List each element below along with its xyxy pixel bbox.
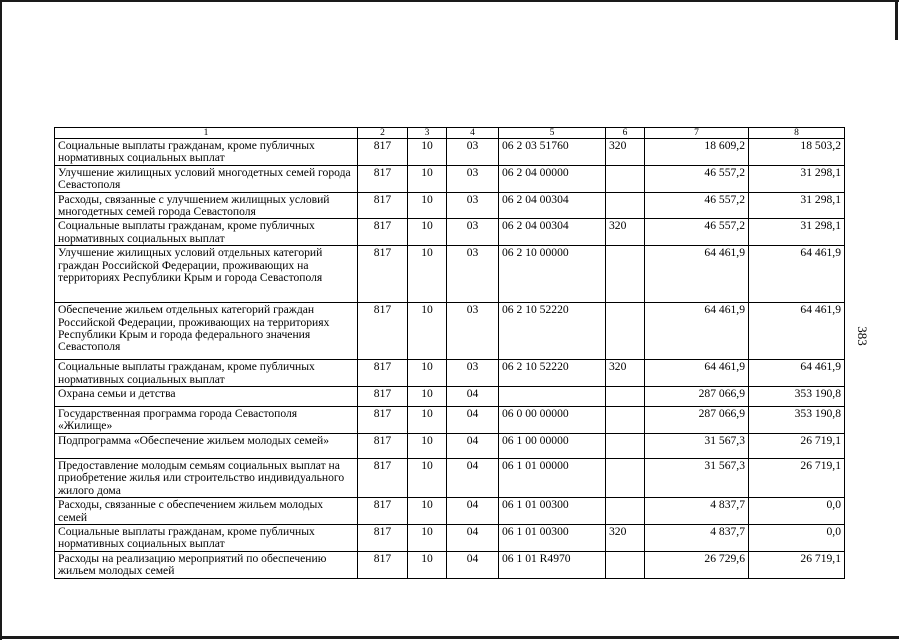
amount-year1-cell: 64 461,9 xyxy=(645,246,749,303)
row-name-cell: Социальные выплаты гражданам, кроме публичных нормативных социальных выплат xyxy=(55,524,358,551)
section-code-cell: 10 xyxy=(408,498,447,525)
row-name-cell: Обеспечение жильем отдельных категорий граждан Российской Федерации, проживающих на территориях Республики Крым и города федерального значения Севастополя xyxy=(55,303,358,360)
table-row xyxy=(55,360,845,387)
section-code-cell: 10 xyxy=(408,458,447,497)
row-name-cell: Расходы, связанные с улучшением жилищных условий многодетных семей города Севастополя xyxy=(55,192,358,219)
expense-type-cell: 320 xyxy=(606,360,645,387)
subsection-code-cell: 03 xyxy=(447,165,499,192)
amount-year1-cell: 4 837,7 xyxy=(645,498,749,525)
subsection-code-cell: 04 xyxy=(447,458,499,497)
amount-year2-cell: 64 461,9 xyxy=(749,360,845,387)
amount-year2-cell: 0,0 xyxy=(749,524,845,551)
section-code-cell: 10 xyxy=(408,246,447,303)
target-article-cell: 06 2 10 00000 xyxy=(499,246,606,303)
section-code-cell: 10 xyxy=(408,551,447,578)
section-code-cell: 10 xyxy=(408,433,447,458)
ministry-code-cell: 817 xyxy=(358,192,408,219)
ministry-code-cell: 817 xyxy=(358,165,408,192)
expense-type-cell xyxy=(606,433,645,458)
target-article-cell: 06 2 04 00304 xyxy=(499,219,606,246)
ministry-code-cell: 817 xyxy=(358,498,408,525)
target-article-cell: 06 0 00 00000 xyxy=(499,407,606,434)
column-header: 5 xyxy=(499,128,606,139)
section-code-cell: 10 xyxy=(408,165,447,192)
table-row xyxy=(55,246,845,303)
expense-type-cell: 320 xyxy=(606,524,645,551)
table-row xyxy=(55,407,845,434)
ministry-code-cell: 817 xyxy=(358,139,408,166)
row-name-cell: Улучшение жилищных условий многодетных семей города Севастополя xyxy=(55,165,358,192)
expense-type-cell xyxy=(606,303,645,360)
table-row xyxy=(55,139,845,166)
subsection-code-cell: 03 xyxy=(447,192,499,219)
row-name-cell: Социальные выплаты гражданам, кроме публичных нормативных социальных выплат xyxy=(55,360,358,387)
scan-edge-left xyxy=(0,0,2,640)
table-row xyxy=(55,192,845,219)
amount-year2-cell: 26 719,1 xyxy=(749,433,845,458)
table-row xyxy=(55,387,845,407)
ministry-code-cell: 817 xyxy=(358,360,408,387)
budget-table xyxy=(54,127,845,579)
section-code-cell: 10 xyxy=(408,139,447,166)
expense-type-cell xyxy=(606,192,645,219)
amount-year2-cell: 64 461,9 xyxy=(749,246,845,303)
scan-edge-top xyxy=(0,0,899,2)
amount-year1-cell: 4 837,7 xyxy=(645,524,749,551)
expense-type-cell xyxy=(606,498,645,525)
expense-type-cell xyxy=(606,458,645,497)
target-article-cell: 06 1 00 00000 xyxy=(499,433,606,458)
ministry-code-cell: 817 xyxy=(358,458,408,497)
table-row xyxy=(55,433,845,458)
ministry-code-cell: 817 xyxy=(358,551,408,578)
subsection-code-cell: 04 xyxy=(447,524,499,551)
row-name-cell: Социальные выплаты гражданам, кроме публичных нормативных социальных выплат xyxy=(55,219,358,246)
amount-year1-cell: 64 461,9 xyxy=(645,360,749,387)
subsection-code-cell: 04 xyxy=(447,433,499,458)
column-header: 3 xyxy=(408,128,447,139)
amount-year1-cell: 31 567,3 xyxy=(645,458,749,497)
ministry-code-cell: 817 xyxy=(358,246,408,303)
target-article-cell: 06 1 01 00000 xyxy=(499,458,606,497)
column-header: 1 xyxy=(55,128,358,139)
target-article-cell: 06 2 10 52220 xyxy=(499,360,606,387)
section-code-cell: 10 xyxy=(408,219,447,246)
amount-year1-cell: 64 461,9 xyxy=(645,303,749,360)
amount-year1-cell: 287 066,9 xyxy=(645,407,749,434)
target-article-cell: 06 2 10 52220 xyxy=(499,303,606,360)
section-code-cell: 10 xyxy=(408,303,447,360)
ministry-code-cell: 817 xyxy=(358,219,408,246)
row-name-cell: Улучшение жилищных условий отдельных категорий граждан Российской Федерации, проживающих на территориях Республики Крым и города Севастополя xyxy=(55,246,358,303)
subsection-code-cell: 04 xyxy=(447,498,499,525)
table-body xyxy=(55,139,845,579)
ministry-code-cell: 817 xyxy=(358,524,408,551)
column-header: 6 xyxy=(606,128,645,139)
table-row xyxy=(55,303,845,360)
target-article-cell: 06 2 04 00000 xyxy=(499,165,606,192)
amount-year2-cell: 353 190,8 xyxy=(749,407,845,434)
amount-year1-cell: 46 557,2 xyxy=(645,165,749,192)
table-row xyxy=(55,524,845,551)
amount-year2-cell: 31 298,1 xyxy=(749,219,845,246)
target-article-cell: 06 2 04 00304 xyxy=(499,192,606,219)
amount-year2-cell: 31 298,1 xyxy=(749,165,845,192)
target-article-cell: 06 1 01 00300 xyxy=(499,524,606,551)
ministry-code-cell: 817 xyxy=(358,387,408,407)
row-name-cell: Предоставление молодым семьям социальных выплат на приобретение жилья или строительство индивидуального жилого дома xyxy=(55,458,358,497)
expense-type-cell xyxy=(606,387,645,407)
column-header: 4 xyxy=(447,128,499,139)
row-name-cell: Расходы на реализацию мероприятий по обеспечению жильем молодых семей xyxy=(55,551,358,578)
row-name-cell: Государственная программа города Севастополя «Жилище» xyxy=(55,407,358,434)
amount-year2-cell: 64 461,9 xyxy=(749,303,845,360)
subsection-code-cell: 03 xyxy=(447,219,499,246)
column-header: 2 xyxy=(358,128,408,139)
table-row xyxy=(55,458,845,497)
table-row xyxy=(55,165,845,192)
row-name-cell: Подпрограмма «Обеспечение жильем молодых семей» xyxy=(55,433,358,458)
ministry-code-cell: 817 xyxy=(358,433,408,458)
expense-type-cell xyxy=(606,407,645,434)
ministry-code-cell: 817 xyxy=(358,407,408,434)
row-name-cell: Расходы, связанные с обеспечением жильем молодых семей xyxy=(55,498,358,525)
subsection-code-cell: 03 xyxy=(447,360,499,387)
section-code-cell: 10 xyxy=(408,387,447,407)
expense-type-cell: 320 xyxy=(606,219,645,246)
expense-type-cell xyxy=(606,246,645,303)
table-row xyxy=(55,498,845,525)
section-code-cell: 10 xyxy=(408,407,447,434)
amount-year2-cell: 0,0 xyxy=(749,498,845,525)
page-number: 383 xyxy=(855,326,870,346)
amount-year1-cell: 287 066,9 xyxy=(645,387,749,407)
section-code-cell: 10 xyxy=(408,360,447,387)
target-article-cell: 06 1 01 00300 xyxy=(499,498,606,525)
row-name-cell: Охрана семьи и детства xyxy=(55,387,358,407)
scan-edge-right xyxy=(895,0,898,40)
amount-year1-cell: 26 729,6 xyxy=(645,551,749,578)
amount-year2-cell: 353 190,8 xyxy=(749,387,845,407)
subsection-code-cell: 04 xyxy=(447,387,499,407)
section-code-cell: 10 xyxy=(408,192,447,219)
amount-year1-cell: 46 557,2 xyxy=(645,219,749,246)
target-article-cell: 06 2 03 51760 xyxy=(499,139,606,166)
target-article-cell xyxy=(499,387,606,407)
subsection-code-cell: 04 xyxy=(447,407,499,434)
subsection-code-cell: 03 xyxy=(447,246,499,303)
amount-year1-cell: 46 557,2 xyxy=(645,192,749,219)
ministry-code-cell: 817 xyxy=(358,303,408,360)
subsection-code-cell: 03 xyxy=(447,303,499,360)
expense-type-cell xyxy=(606,165,645,192)
target-article-cell: 06 1 01 R4970 xyxy=(499,551,606,578)
amount-year2-cell: 18 503,2 xyxy=(749,139,845,166)
row-name-cell: Социальные выплаты гражданам, кроме публичных нормативных социальных выплат xyxy=(55,139,358,166)
section-code-cell: 10 xyxy=(408,524,447,551)
amount-year2-cell: 31 298,1 xyxy=(749,192,845,219)
column-header: 8 xyxy=(749,128,845,139)
subsection-code-cell: 04 xyxy=(447,551,499,578)
amount-year1-cell: 18 609,2 xyxy=(645,139,749,166)
table-header-row xyxy=(55,128,845,139)
expense-type-cell xyxy=(606,551,645,578)
table-row xyxy=(55,219,845,246)
scan-edge-bottom xyxy=(0,636,899,639)
amount-year1-cell: 31 567,3 xyxy=(645,433,749,458)
amount-year2-cell: 26 719,1 xyxy=(749,458,845,497)
column-header: 7 xyxy=(645,128,749,139)
table-row xyxy=(55,551,845,578)
expense-type-cell: 320 xyxy=(606,139,645,166)
amount-year2-cell: 26 719,1 xyxy=(749,551,845,578)
subsection-code-cell: 03 xyxy=(447,139,499,166)
